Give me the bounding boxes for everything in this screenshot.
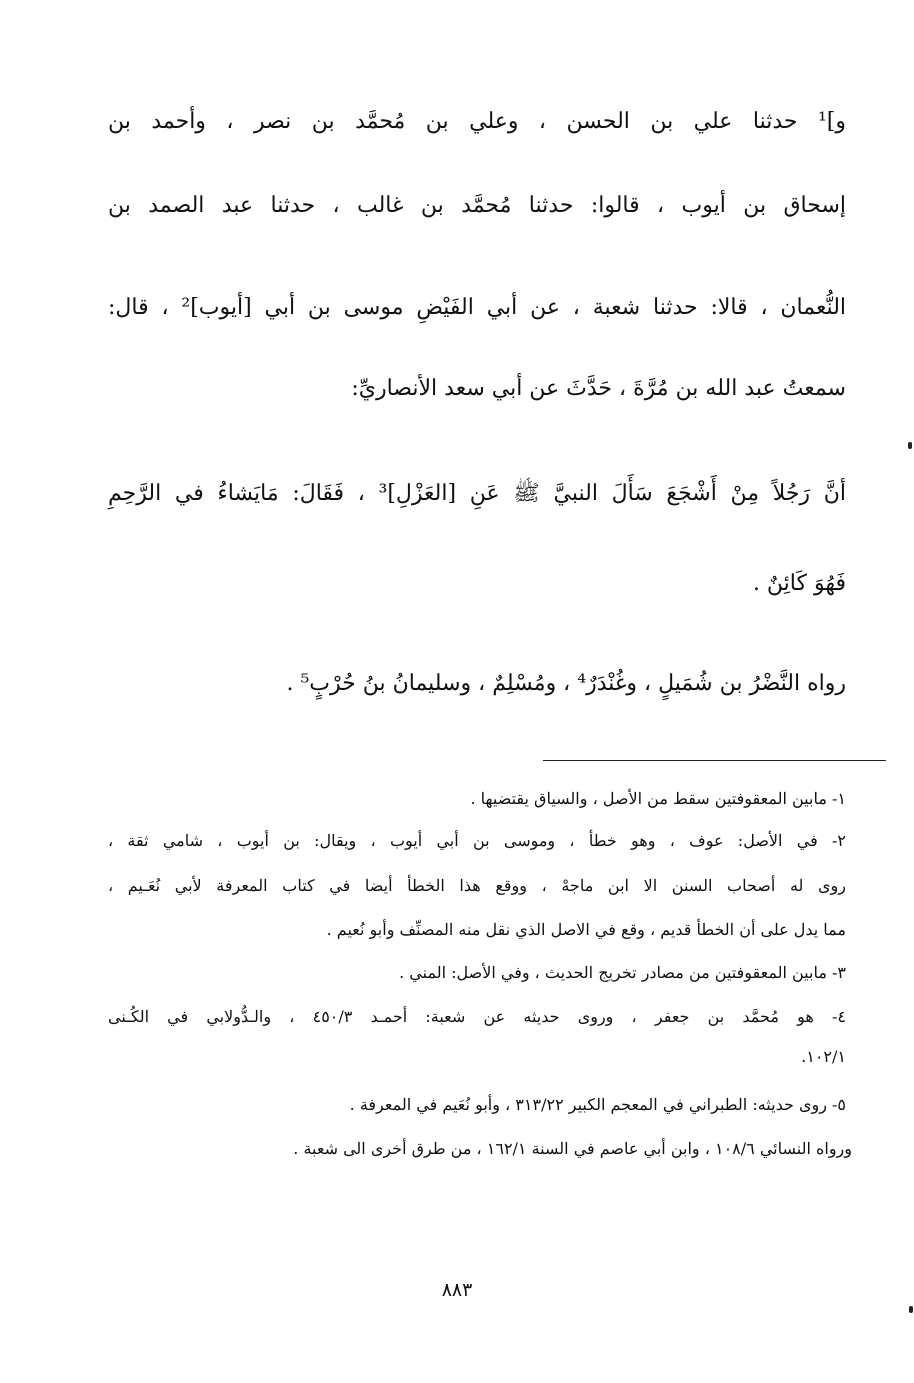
main-text-line-1: و]¹ حدثنا علي بن الحسن ، وعلي بن مُحمَّد بن نصر ، وأحمد بن — [108, 109, 846, 134]
footnote-2-line-3: مما يدل على أن الخطأ قديم ، وقع في الاصل الذي نقل منه المصنِّف وأبو نُعيم . — [326, 920, 846, 939]
footnote-separator — [543, 760, 886, 761]
footnote-3: ٣- مابين المعقوفتين من مصادر تخريج الحديث ، وفي الأصل: المني . — [399, 963, 846, 982]
footnote-2-line-2: روى له أصحاب السنن الا ابن ماجهْ ، ووقع هذا الخطأ أيضا في كتاب المعرفة لأبي نُعَـيم ، — [108, 876, 846, 895]
footnote-4-line-1: ٤- هو مُحمَّد بن جعفر ، وروى حديثه عن شعبة: أحمـد ٤٥٠/٣ ، والـدُّولابي في الكُـنى — [108, 1007, 846, 1026]
main-text-line-2: إسحاق بن أيوب ، قالوا: حدثنا مُحمَّد بن غالب ، حدثنا عبد الصمد بن — [108, 193, 846, 218]
hadith-text-line-1: أنَّ رَجُلاً مِنْ أَشْجَعَ سَأَلَ النبيَّ ﷺ عَنِ [العَزْلِ]³ ، فَقَالَ: مَايَشاءُ في الرَّحِمِ — [108, 481, 846, 506]
scan-speck — [909, 1306, 913, 1313]
footnote-5-line-2: ورواه النسائي ١٠٨/٦ ، وابن أبي عاصم في السنة ١٦٢/١ ، من طرق أخرى الى شعبة . — [293, 1139, 852, 1158]
page-number: ٨٨٣ — [441, 1279, 473, 1301]
footnote-5-line-1: ٥- روى حديثه: الطبراني في المعجم الكبير ٣١٣/٢٢ ، وأبو نُعَيم في المعرفة . — [349, 1095, 846, 1114]
scan-speck — [908, 442, 912, 449]
hadith-text-line-2: فَهُوَ كَائِنٌ . — [752, 571, 846, 596]
footnote-2-line-1: ٢- في الأصل: عوف ، وهو خطأ ، وموسى بن أبي أيوب ، ويقال: بن أيوب ، شامي ثقة ، — [108, 831, 846, 850]
footnote-1: ١- مابين المعقوفتين سقط من الأصل ، والسياق يقتضيها . — [470, 789, 846, 808]
main-text-line-4: سمعتُ عبد الله بن مُرَّةَ ، حَدَّثَ عن أبي سعد الأنصاريِّ: — [351, 376, 846, 401]
narrators-line: رواه النَّضْرُ بن شُمَيلٍ ، وغُنْدَرٌ⁴ ، ومُسْلِمٌ ، وسليمانُ بنُ حُرْبٍ⁵ . — [286, 671, 846, 696]
main-text-line-3: النُّعمان ، قالا: حدثنا شعبة ، عن أبي الفَيْضِ موسى بن أبي [أيوب]² ، قال: — [108, 295, 847, 320]
footnote-4-line-2: ١٠٢/١. — [801, 1047, 846, 1066]
